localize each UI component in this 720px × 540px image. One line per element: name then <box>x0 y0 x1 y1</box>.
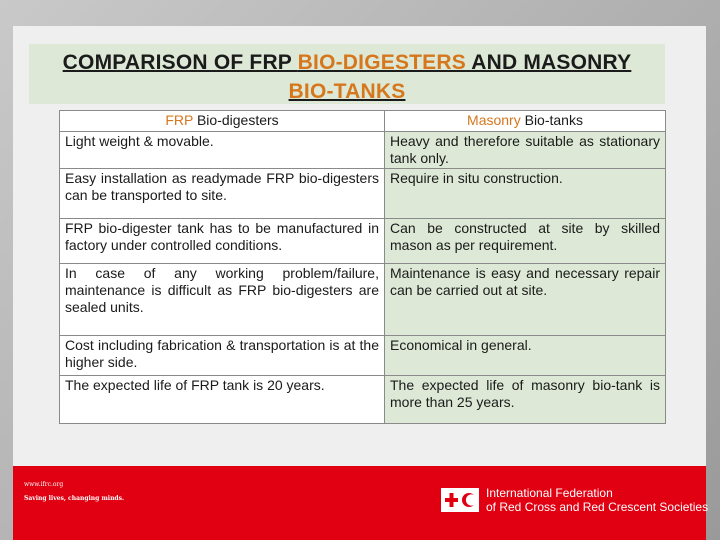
org-name-line-1: International Federation <box>486 486 613 500</box>
table-row <box>60 336 666 376</box>
title-highlight: BIO-DIGESTERS <box>297 51 466 74</box>
table-header-row <box>60 111 666 132</box>
comparison-table <box>59 110 666 424</box>
masonry-cell: The expected life of masonry bio-tank is more than 25 years. <box>385 376 666 424</box>
masonry-cell: Maintenance is easy and necessary repair can be carried out at site. <box>385 264 666 336</box>
table-row <box>60 219 666 264</box>
frp-cell: In case of any working problem/failure, maintenance is difficult as FRP bio-digesters are sealed units. <box>60 264 385 336</box>
frp-cell: FRP bio-digester tank has to be manufactured in factory under controlled conditions. <box>60 219 385 264</box>
header-frp <box>60 111 385 132</box>
footer-tagline: Saving lives, changing minds. <box>24 495 125 502</box>
table-row <box>60 264 666 336</box>
masonry-cell: Require in situ construction. <box>385 169 666 219</box>
title-part-3: AND MASONRY <box>465 51 632 74</box>
frp-cell: Easy installation as readymade FRP bio-digesters can be transported to site. <box>60 169 385 219</box>
header-masonry <box>385 111 666 132</box>
page-title-line-2 <box>29 80 665 104</box>
header-frp-highlight: FRP <box>165 112 194 128</box>
red-crescent-logo-icon <box>461 492 477 508</box>
table-row <box>60 376 666 424</box>
ifrc-logo <box>441 488 479 512</box>
header-frp-rest: Bio-digesters <box>193 112 279 128</box>
frp-cell: Light weight & movable. <box>60 132 385 169</box>
masonry-cell: Economical in general. <box>385 336 666 376</box>
frp-cell: Cost including fabrication & transportation is at the higher side. <box>60 336 385 376</box>
masonry-cell: Heavy and therefore suitable as stationary tank only. <box>385 132 666 169</box>
table-row <box>60 132 666 169</box>
page-title-line-1 <box>29 51 665 75</box>
masonry-cell: Can be constructed at site by skilled mason as per requirement. <box>385 219 666 264</box>
org-name-line-2: of Red Cross and Red Crescent Societies <box>486 500 709 514</box>
footer-url: www.ifrc.org <box>24 481 64 488</box>
header-masonry-rest: Bio-tanks <box>520 112 583 128</box>
title-part-1: COMPARISON OF FRP <box>62 51 298 74</box>
frp-cell: The expected life of FRP tank is 20 years. <box>60 376 385 424</box>
title-highlight-2: BIO-TANKS <box>288 80 406 103</box>
table-row <box>60 169 666 219</box>
header-masonry-highlight: Masonry <box>467 112 521 128</box>
